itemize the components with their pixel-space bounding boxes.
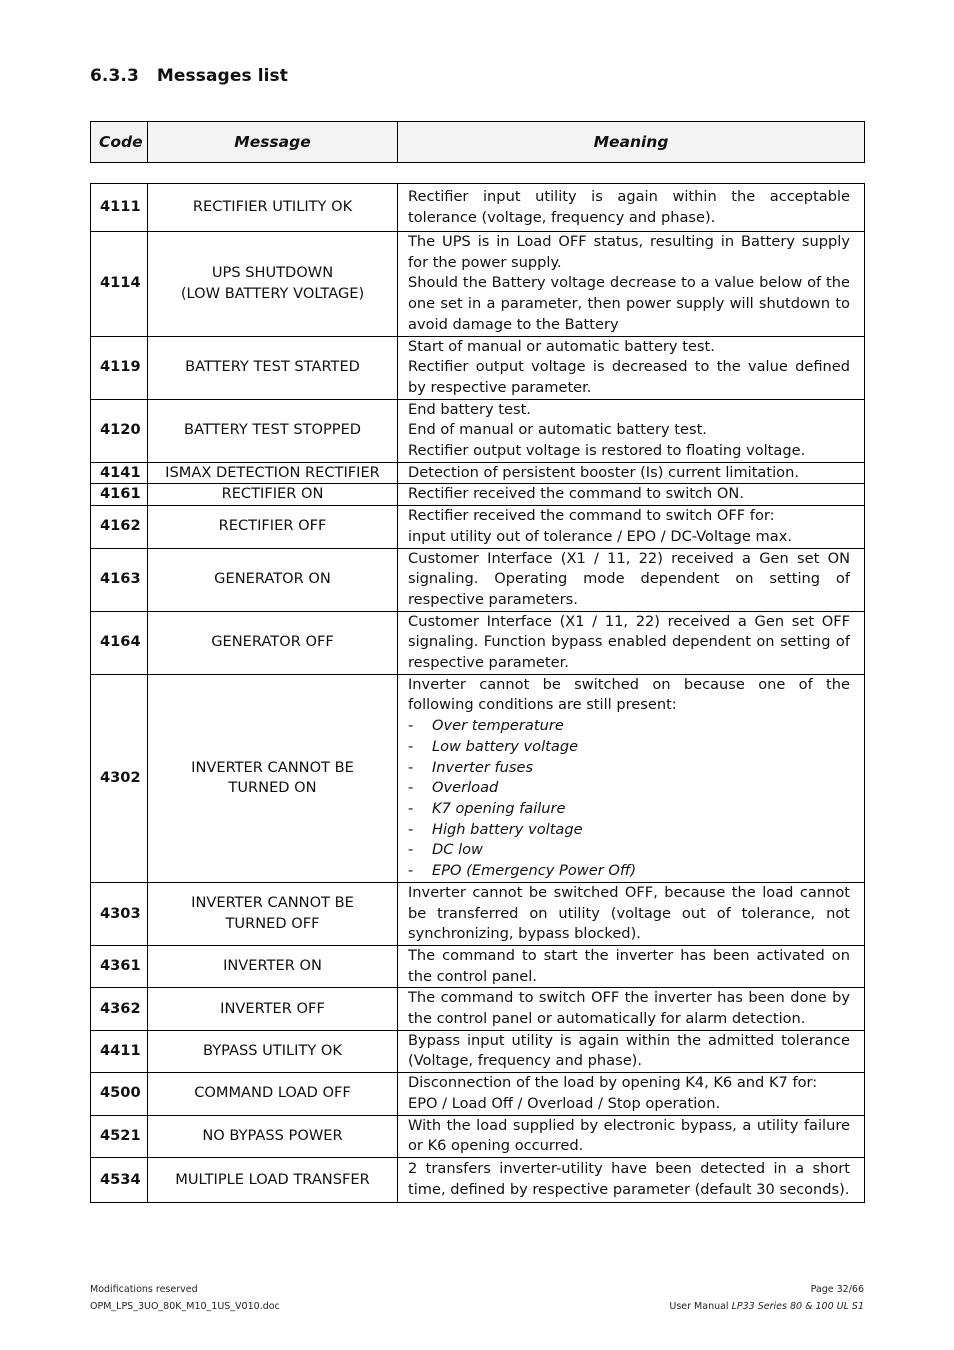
row-message-line: INVERTER OFF	[220, 999, 325, 1017]
row-code: 4362	[91, 988, 148, 1030]
row-meaning-line: The command to start the inverter has been activated on the control panel.	[408, 946, 850, 985]
table-row	[91, 399, 865, 462]
footer-modifications: Modifications reserved	[90, 1284, 198, 1295]
row-meaning-line: Start of manual or automatic battery test.	[408, 337, 715, 355]
row-code: 4111	[91, 184, 148, 232]
row-code: 4521	[91, 1115, 148, 1157]
row-message-line: UPS SHUTDOWN	[211, 264, 334, 282]
row-meaning-bullet: - Over temperature	[408, 716, 850, 737]
table-row	[91, 611, 865, 674]
row-meaning-line: End of manual or automatic battery test.	[408, 421, 707, 439]
row-message	[148, 1030, 398, 1072]
row-meaning	[398, 548, 865, 611]
row-meaning-line: Rectifier input utility is again within the acceptable tolerance (voltage, frequency and phase).	[408, 187, 850, 226]
row-meaning-line: Inverter cannot be switched on because one of the following conditions are still present:	[408, 675, 850, 714]
row-message	[148, 462, 398, 484]
row-meaning-bullet: - K7 opening failure	[408, 799, 850, 820]
row-message	[148, 399, 398, 462]
row-message-line: RECTIFIER ON	[221, 485, 324, 503]
row-meaning	[398, 1073, 865, 1115]
row-meaning-line: With the load supplied by electronic bypass, a utility failure or K6 opening occurred.	[408, 1116, 850, 1155]
row-message	[148, 988, 398, 1030]
row-code: 4163	[91, 548, 148, 611]
row-message-line: BATTERY TEST STOPPED	[183, 421, 362, 439]
row-meaning	[398, 336, 865, 399]
row-message-line: GENERATOR ON	[214, 570, 331, 588]
row-message-line: TURNED OFF	[225, 914, 320, 932]
table-row	[91, 232, 865, 337]
row-message-line: RECTIFIER OFF	[218, 517, 327, 535]
row-message	[148, 232, 398, 337]
row-meaning-line: Inverter cannot be switched OFF, because the load cannot be transferred on utility (voltage out of tolerance, not synchronizing, bypass blocked).	[408, 883, 850, 943]
header-code: Code	[91, 122, 148, 163]
row-meaning-line: End battery test.	[408, 400, 531, 418]
messages-table-header	[90, 121, 865, 163]
row-meaning	[398, 882, 865, 945]
table-row	[91, 1115, 865, 1157]
table-row	[91, 1030, 865, 1072]
row-message-line: RECTIFIER UTILITY OK	[192, 198, 353, 216]
table-row	[91, 988, 865, 1030]
row-code: 4119	[91, 336, 148, 399]
row-message-line: TURNED ON	[228, 779, 317, 797]
row-meaning-bullet: - Inverter fuses	[408, 758, 850, 779]
row-message	[148, 336, 398, 399]
row-message-line: GENERATOR OFF	[211, 633, 334, 651]
row-message	[148, 882, 398, 945]
table-row	[91, 674, 865, 882]
row-meaning-line: Disconnection of the load by opening K4, K6 and K7 for:	[408, 1074, 818, 1092]
row-code: 4302	[91, 674, 148, 882]
row-message-line: MULTIPLE LOAD TRANSFER	[175, 1170, 370, 1188]
row-message	[148, 1115, 398, 1157]
section-name: Messages list	[156, 66, 288, 86]
row-message-line: ISMAX DETECTION RECTIFIER	[165, 463, 380, 481]
footer-manual-prefix: User Manual	[669, 1301, 732, 1312]
row-meaning-bullet: - EPO (Emergency Power Off)	[408, 861, 850, 882]
row-message	[148, 945, 398, 987]
row-meaning-line: Customer Interface (X1 / 11, 22) received a Gen set ON signaling. Operating mode dependent on setting of respective parameters.	[408, 549, 850, 608]
table-row	[91, 548, 865, 611]
row-meaning	[398, 1030, 865, 1072]
row-message-line: BATTERY TEST STARTED	[185, 358, 360, 376]
row-meaning-line: Detection of persistent booster (Is) current limitation.	[408, 463, 799, 481]
row-meaning-line: EPO / Load Off / Overload / Stop operation.	[408, 1094, 721, 1112]
row-code: 4534	[91, 1157, 148, 1202]
row-meaning	[398, 611, 865, 674]
table-row	[91, 462, 865, 484]
row-meaning	[398, 462, 865, 484]
row-code: 4120	[91, 399, 148, 462]
row-code: 4114	[91, 232, 148, 337]
row-meaning	[398, 1157, 865, 1202]
row-code: 4411	[91, 1030, 148, 1072]
row-message-line: COMMAND LOAD OFF	[194, 1084, 351, 1102]
messages-table	[90, 183, 865, 1203]
row-message-line: INVERTER ON	[223, 957, 322, 975]
row-meaning-line: Should the Battery voltage decrease to a value below of the one set in a parameter, then power supply will shutdown to avoid damage to the Battery	[408, 274, 850, 333]
row-meaning-bullet: - Overload	[408, 778, 850, 799]
table-row	[91, 184, 865, 232]
row-message	[148, 184, 398, 232]
messages-table-body	[91, 184, 865, 1203]
row-meaning-line: The command to switch OFF the inverter has been done by the control panel or automatically for alarm detection.	[408, 989, 850, 1028]
footer-manual-title	[669, 1301, 864, 1312]
row-code: 4500	[91, 1073, 148, 1115]
row-message-line: BYPASS UTILITY OK	[202, 1042, 342, 1060]
footer-page-number: Page 32/66	[810, 1284, 864, 1295]
row-meaning	[398, 988, 865, 1030]
row-meaning	[398, 184, 865, 232]
table-row	[91, 1073, 865, 1115]
row-code: 4141	[91, 462, 148, 484]
table-row	[91, 506, 865, 548]
footer-document-name: OPM_LPS_3UO_80K_M10_1US_V010.doc	[90, 1301, 280, 1312]
row-code: 4303	[91, 882, 148, 945]
row-code: 4164	[91, 611, 148, 674]
footer-manual-model: LP33 Series 80 & 100 UL S1	[731, 1301, 864, 1312]
row-meaning-line: Rectifier output voltage is restored to floating voltage.	[408, 442, 806, 460]
row-meaning-line: Customer Interface (X1 / 11, 22) received a Gen set OFF signaling. Function bypass enabled dependent on setting of respective parameter.	[408, 612, 850, 672]
row-message-line: INVERTER CANNOT BE	[191, 894, 354, 912]
row-meaning-bullet: - High battery voltage	[408, 820, 850, 841]
row-message	[148, 611, 398, 674]
section-number: 6.3.3	[90, 66, 139, 86]
section-title	[90, 66, 288, 86]
header-message: Message	[148, 122, 398, 163]
row-message	[148, 1157, 398, 1202]
row-message-line: NO BYPASS POWER	[202, 1126, 343, 1144]
row-meaning	[398, 484, 865, 506]
row-code: 4161	[91, 484, 148, 506]
row-meaning-line: input utility out of tolerance / EPO / DC-Voltage max.	[408, 527, 792, 545]
row-meaning-line: Rectifier received the command to switch ON.	[408, 485, 744, 503]
row-meaning-line: Rectifier output voltage is decreased to the value defined by respective parameter.	[408, 358, 850, 396]
table-row	[91, 945, 865, 987]
row-message-line: (LOW BATTERY VOLTAGE)	[180, 284, 365, 302]
table-row	[91, 484, 865, 506]
row-code: 4162	[91, 506, 148, 548]
row-meaning-line: Rectifier received the command to switch OFF for:	[408, 507, 775, 525]
row-meaning	[398, 232, 865, 337]
row-message	[148, 548, 398, 611]
row-meaning	[398, 506, 865, 548]
row-message	[148, 1073, 398, 1115]
row-message	[148, 674, 398, 882]
row-meaning-bullet: - Low battery voltage	[408, 737, 850, 758]
row-meaning	[398, 945, 865, 987]
table-row	[91, 882, 865, 945]
row-meaning	[398, 1115, 865, 1157]
row-code: 4361	[91, 945, 148, 987]
row-meaning-bullet: - DC low	[408, 840, 850, 861]
row-message-line: INVERTER CANNOT BE	[191, 758, 354, 776]
row-message	[148, 484, 398, 506]
row-meaning	[398, 674, 865, 882]
header-meaning: Meaning	[398, 122, 865, 163]
table-row	[91, 336, 865, 399]
row-message	[148, 506, 398, 548]
row-meaning-line: Bypass input utility is again within the admitted tolerance (Voltage, frequency and phase).	[408, 1031, 850, 1070]
row-meaning-line: The UPS is in Load OFF status, resulting in Battery supply for the power supply.	[408, 233, 850, 271]
row-meaning	[398, 399, 865, 462]
row-meaning-line: 2 transfers inverter-utility have been detected in a short time, defined by respective parameter (default 30 seconds).	[408, 1160, 850, 1198]
table-row	[91, 1157, 865, 1202]
